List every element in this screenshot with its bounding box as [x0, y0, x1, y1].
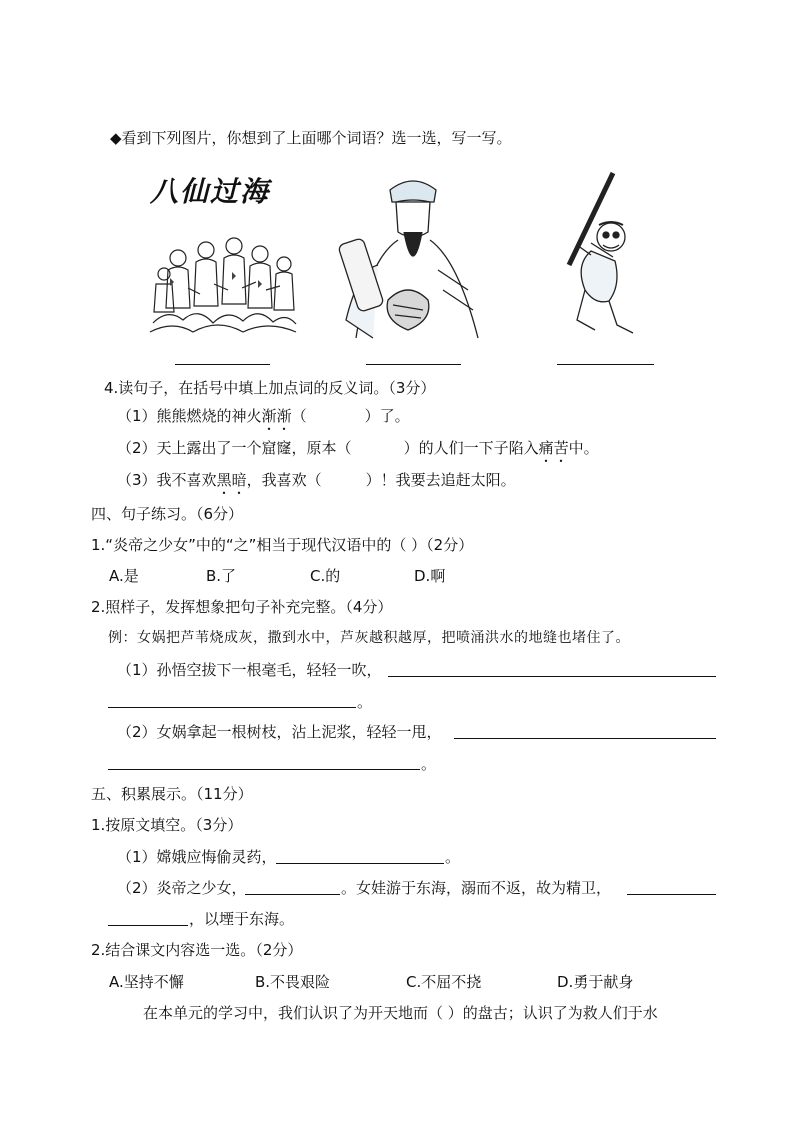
q4-item-1: （1）熊熊燃烧的神火渐渐（ ）了。	[117, 407, 410, 425]
s5-q1-line-3: ，以堙于东海。	[189, 910, 295, 928]
answer-line[interactable]	[245, 894, 340, 895]
passage-text: 在本单元的学习中，我们认识了为开天地而（ ）的盘古；认识了为救人们于水	[143, 1004, 658, 1022]
s4-question-1: 1.“炎帝之少女”中的“之”相当于现代汉语中的（ ）（2分）	[91, 536, 474, 554]
answer-line[interactable]	[276, 863, 444, 864]
answer-line-1[interactable]	[175, 364, 270, 365]
dotted-word: 黑暗	[216, 471, 247, 489]
answer-line[interactable]	[454, 738, 716, 739]
period-mark: 。	[445, 848, 461, 866]
option-a[interactable]: A.坚持不懈	[109, 973, 184, 991]
section-4-title: 四、句子练习。（6分）	[91, 505, 244, 523]
option-d[interactable]: D.勇于献身	[557, 973, 634, 991]
section-5-title: 五、积累展示。（11分）	[91, 785, 253, 803]
answer-line[interactable]	[108, 769, 420, 770]
monkey-king-picture	[555, 165, 655, 340]
example-sentence: 例：女娲把芦苇烧成灰，撒到水中，芦灰越积越厚，把喷涌洪水的地缝也堵住了。	[108, 630, 630, 646]
answer-line-3[interactable]	[557, 364, 654, 365]
answer-line[interactable]	[388, 676, 716, 677]
scholar-illustration-icon	[338, 170, 488, 340]
monkey-king-illustration-icon	[555, 165, 655, 340]
s5-q1-line-1: （1）嫦娥应悔偷灵药，	[117, 848, 277, 866]
s4-q2-item-1: （1）孙悟空拔下一根毫毛，轻轻一吹，	[117, 661, 382, 679]
option-c[interactable]: C.的	[310, 567, 341, 585]
instruction-text: ◆看到下列图片，你想到了上面哪个词语？选一选，写一写。	[110, 129, 512, 147]
s5-q1-line-2: （2）炎帝之少女，	[117, 879, 247, 897]
period-mark: 。	[357, 693, 373, 711]
answer-line[interactable]	[108, 707, 356, 708]
answer-line[interactable]	[627, 894, 716, 895]
s4-question-2: 2.照样子，发挥想象把句子补充完整。（4分）	[91, 598, 393, 616]
picture-title: 八仙过海	[150, 175, 271, 208]
s4-q2-item-2: （2）女娲拿起一根树枝，沾上泥浆，轻轻一甩，	[117, 723, 442, 741]
immortals-illustration-icon	[148, 228, 298, 338]
option-a[interactable]: A.是	[109, 567, 139, 585]
option-d[interactable]: D.啊	[414, 567, 446, 585]
q4-item-3: （3）我不喜欢黑暗，我喜欢（ ）！我要去追赶太阳。	[117, 471, 516, 489]
dotted-word: 痛苦	[538, 439, 569, 457]
q4-item-2: （2）天上露出了一个窟窿，原本（ ）的人们一下子陷入痛苦中。	[117, 439, 599, 457]
s5-q1-line-2-mid: 。女娃游于东海，溺而不返，故为精卫，	[341, 879, 612, 897]
scholar-with-scroll-picture	[338, 170, 488, 340]
dotted-word: 渐渐	[261, 407, 292, 425]
option-c[interactable]: C.不屈不挠	[406, 973, 482, 991]
period-mark: 。	[421, 755, 437, 773]
answer-line-2[interactable]	[366, 364, 461, 365]
s5-question-1: 1.按原文填空。（3分）	[91, 816, 243, 834]
question-4-title: 4.读句子，在括号中填上加点词的反义词。（3分）	[104, 379, 436, 397]
s5-question-2: 2.结合课文内容选一选。（2分）	[91, 941, 303, 959]
eight-immortals-picture	[148, 170, 298, 340]
answer-line[interactable]	[108, 925, 188, 926]
option-b[interactable]: B.了	[206, 567, 237, 585]
option-b[interactable]: B.不畏艰险	[255, 973, 331, 991]
